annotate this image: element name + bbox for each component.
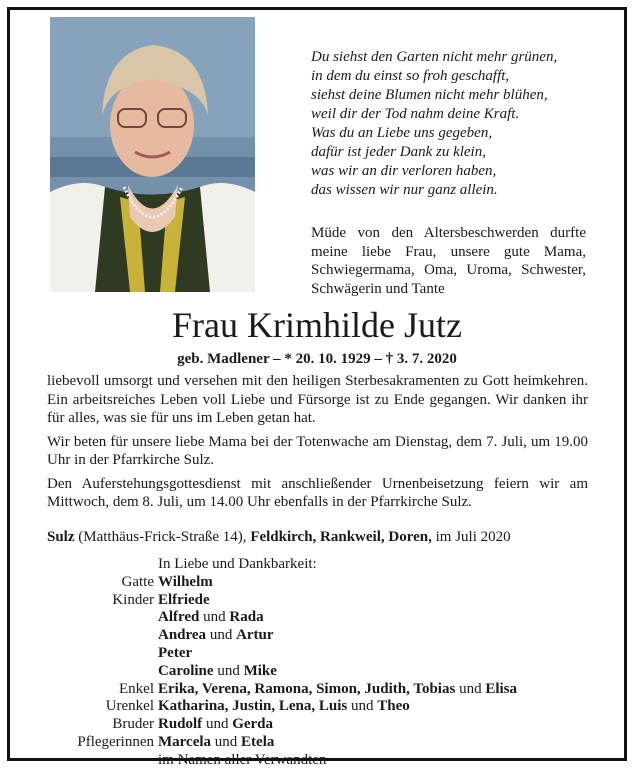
- conjunction: und: [455, 680, 486, 697]
- conjunction: und: [213, 662, 244, 679]
- family-names: Caroline: [158, 662, 214, 679]
- birth-death-dates: geb. Madlener – * 20. 10. 1929 – † 3. 7. 2020: [177, 351, 457, 367]
- paragraph: Wir beten für unsere liebe Mama bei der Totenwache am Dienstag, dem 7. Juli, um 19.00 Uhr in der Pfarrkirche Sulz.: [47, 433, 588, 468]
- place-others: Feldkirch, Rankweil, Doren,: [250, 529, 432, 545]
- paragraph: liebevoll umsorgt und versehen mit den heiligen Sterbesakramenten zu Gott heimkehren. Ein arbeitsreiches Leben voll Liebe und Fürsorge ist zu Ende gegangen. Wir danken ihr für alles, was sie für uns im Leben getan hat.: [47, 373, 588, 426]
- conjunction: und: [211, 733, 242, 750]
- poem-line: in dem du einst so froh geschafft,: [311, 68, 510, 84]
- poem-line: weil dir der Tod nahm deine Kraft.: [311, 106, 520, 122]
- family-row: [0, 716, 634, 734]
- family-row: [0, 645, 634, 663]
- place-date-line: [47, 528, 607, 546]
- place-address: (Matthäus-Frick-Straße 14),: [74, 529, 251, 545]
- poem-line: dafür ist jeder Dank zu klein,: [311, 144, 486, 160]
- poem: [311, 48, 611, 200]
- relation-label: Enkel: [119, 680, 154, 697]
- family-row: [0, 627, 634, 645]
- family-names-2: Artur: [236, 627, 274, 644]
- family-names: Marcela: [158, 733, 212, 750]
- relation-label: Urenkel: [105, 698, 154, 715]
- family-row: [0, 734, 634, 752]
- family-row: [0, 574, 634, 592]
- poem-line: was wir an dir verloren haben,: [311, 163, 497, 179]
- conjunction: und: [202, 716, 233, 733]
- family-names: Rudolf: [158, 716, 203, 733]
- family-row: [0, 698, 634, 716]
- conjunction: und: [206, 627, 237, 644]
- family-names-2: Elisa: [485, 680, 517, 697]
- poem-line: Du siehst den Garten nicht mehr grünen,: [311, 49, 558, 65]
- family-names: Erika, Verena, Ramona, Simon, Judith, Tobias: [158, 680, 456, 697]
- family-names-2: Mike: [243, 662, 277, 679]
- poem-line: Was du an Liebe uns gegeben,: [311, 125, 493, 141]
- family-names: Elfriede: [158, 591, 210, 608]
- place-town: Sulz: [47, 529, 75, 545]
- conjunction: und: [347, 698, 378, 715]
- place-date: im Juli 2020: [431, 529, 511, 545]
- family-row: [0, 609, 634, 627]
- relation-label: Kinder: [112, 591, 154, 608]
- family-names-2: Theo: [377, 698, 410, 715]
- relation-label: Bruder: [112, 716, 154, 733]
- family-names: Andrea: [158, 627, 207, 644]
- family-names-2: Gerda: [232, 716, 274, 733]
- family-list: [0, 556, 634, 770]
- family-names-2: Rada: [229, 609, 264, 626]
- poem-line: das wissen wir nur ganz allein.: [311, 182, 498, 198]
- family-row: [0, 592, 634, 610]
- family-names: Alfred: [158, 609, 200, 626]
- relation-label: Pflegerinnen: [77, 733, 154, 750]
- family-row: [0, 681, 634, 699]
- family-names: Wilhelm: [158, 573, 213, 590]
- announcement-body: [47, 372, 588, 517]
- family-row: [0, 663, 634, 681]
- family-closing: im Namen aller Verwandten: [158, 751, 327, 768]
- family-names-2: Etela: [241, 733, 275, 750]
- conjunction: und: [199, 609, 230, 626]
- family-greeting: In Liebe und Dankbarkeit:: [158, 556, 317, 572]
- deceased-name: Frau Krimhilde Jutz: [172, 305, 462, 345]
- portrait-photo: [50, 17, 255, 292]
- family-names: Peter: [158, 644, 193, 661]
- relation-label: Gatte: [121, 573, 154, 590]
- paragraph: Den Auferstehungsgottesdienst mit anschließender Urnenbeisetzung feiern wir am Mittwoch, dem 8. Juli, um 14.00 Uhr ebenfalls in der Pfarrkirche Sulz.: [47, 475, 588, 510]
- family-names: Katharina, Justin, Lena, Luis: [158, 698, 348, 715]
- poem-line: siehst deine Blumen nicht mehr blühen,: [311, 87, 548, 103]
- intro-text: Müde von den Altersbeschwerden durfte meine liebe Frau, unsere gute Mama, Schwiegermama, Oma, Uroma, Schwester, Schwägerin und Tante: [311, 225, 586, 297]
